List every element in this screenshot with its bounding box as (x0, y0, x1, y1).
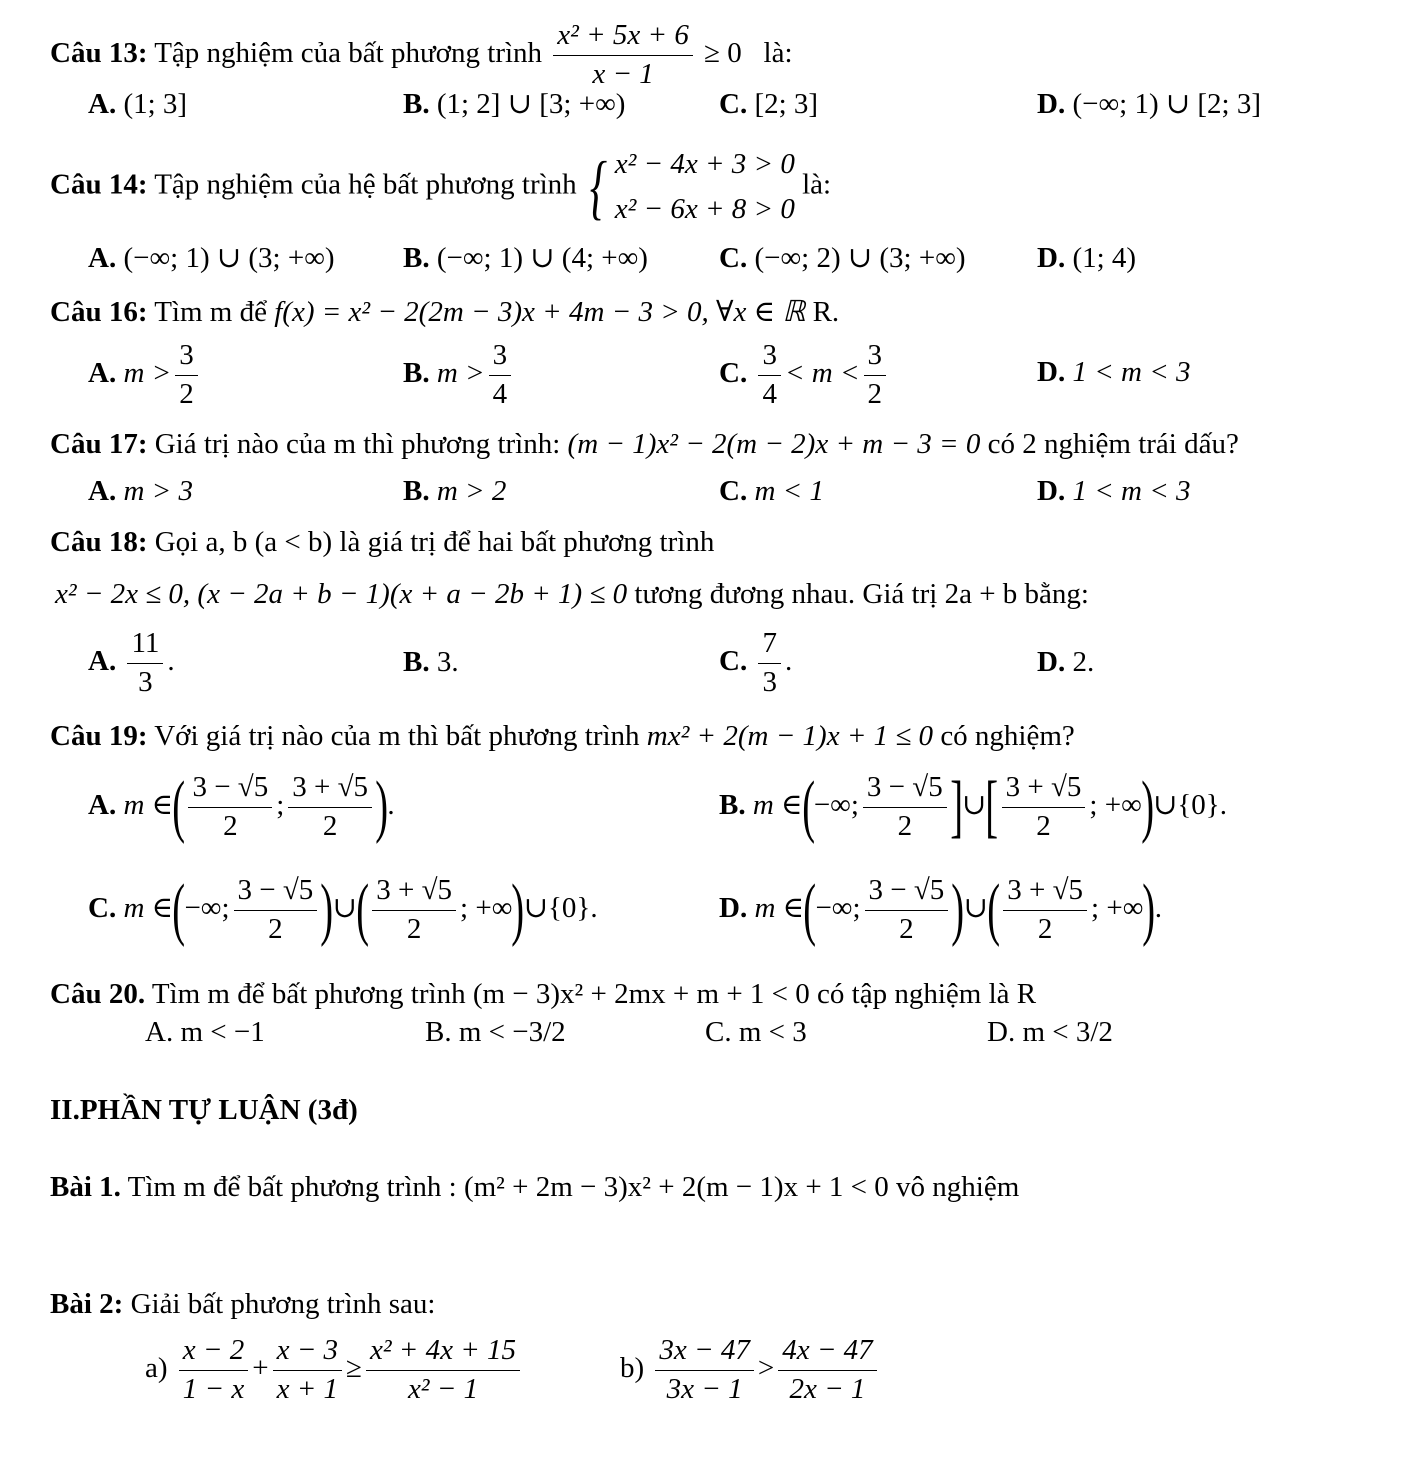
option-b[interactable]: B. (1; 2] ∪ [3; +∞) (403, 88, 626, 120)
inequality-system: { x² − 4x + 3 > 0 x² − 6x + 8 > 0 (589, 146, 795, 227)
option-a[interactable]: A. m ∈( $\frac{3 - √5}{2}$ ; $\frac{3 + √5}{2}$ ). (88, 768, 395, 846)
question-text: Gọi a, b (a < b) là giá trị để hai bất phương trình (154, 526, 715, 558)
option-d[interactable]: D. m ∈(−∞; $\frac{3 - √5}{2}$ )∪( $\frac{3 + √5}{2}$ ; +∞). (719, 871, 1162, 949)
option-b[interactable]: B. 3. (403, 646, 459, 678)
option-b[interactable]: B. m > 2 (403, 475, 507, 507)
exercise-text: Giải bất phương trình sau: (130, 1288, 436, 1320)
question-end: là: (763, 37, 793, 70)
option-a[interactable]: A. m < −1 (145, 1016, 265, 1048)
question-end: có 2 nghiệm trái dấu? (987, 428, 1239, 460)
exercise-text: Tìm m để bất phương trình : (m² + 2m − 3)x² + 2(m − 1)x + 1 < 0 vô nghiệm (127, 1171, 1020, 1203)
relation: ≥ 0 (704, 37, 742, 70)
option-b[interactable]: B. m > $\frac{3}{4}$ (403, 340, 515, 411)
question-end: là: (802, 168, 832, 201)
question-text: Tập nghiệm của hệ bất phương trình (154, 168, 577, 201)
question-label: Câu 14: (50, 168, 148, 201)
option-a[interactable]: A. (−∞; 1) ∪ (3; +∞) (88, 242, 335, 274)
question-text: Tìm m để bất phương trình (m − 3)x² + 2mx + m + 1 < 0 có tập nghiệm là R (151, 978, 1037, 1010)
exercise-1 (50, 1173, 1019, 1202)
option-a[interactable]: A. (1; 3] (88, 88, 188, 120)
question-label: Câu 17: (50, 428, 148, 460)
section-heading: II.PHẦN TỰ LUẬN (3đ) (50, 1094, 358, 1126)
option-c[interactable]: C. m < 1 (719, 475, 824, 507)
question-16 (50, 298, 839, 327)
option-c[interactable]: C. m < 3 (705, 1016, 807, 1048)
option-a[interactable]: A. m > $\frac{3}{2}$ (88, 340, 202, 411)
expression: (m − 1)x² − 2(m − 2)x + m − 3 = 0 (567, 428, 981, 460)
question-14 (50, 142, 831, 232)
option-d[interactable]: D. (−∞; 1) ∪ [2; 3] (1037, 88, 1262, 120)
question-label: Câu 20. (50, 978, 146, 1010)
question-end: tương đương nhau. Giá trị 2a + b bằng: (634, 578, 1089, 610)
question-18 (50, 528, 714, 557)
question-17 (50, 430, 1239, 459)
option-d[interactable]: D. (1; 4) (1037, 242, 1137, 274)
option-c[interactable]: C. [2; 3] (719, 88, 819, 120)
exercise-2a: a) $\frac{x - 2}{1 - x}$ + $\frac{x - 3}{x + 1}$ ≥ $\frac{\text{x² + 4x + 15}}{\text{x² − 1}}$ (145, 1335, 524, 1406)
question-text: Với giá trị nào của m thì bất phương trình (154, 720, 640, 752)
option-b[interactable]: B. (−∞; 1) ∪ (4; +∞) (403, 242, 648, 274)
exercise-2 (50, 1290, 435, 1319)
exercise-label: Bài 1. (50, 1171, 121, 1203)
question-label: Câu 13: (50, 37, 148, 70)
exercise-2b: b) $\frac{3x - 47}{3x - 1}$ > $\frac{4x - 47}{2x - 1}$ (620, 1335, 881, 1406)
option-c[interactable]: C. m ∈(−∞; $\frac{3 - √5}{2}$ )∪( $\frac{3 + √5}{2}$ ; +∞)∪{0}. (88, 871, 598, 949)
option-a[interactable]: A. $\frac{11}{3}$ . (88, 627, 175, 698)
option-a[interactable]: A. m > 3 (88, 475, 193, 507)
fraction: $\frac{\text{x² + 5x + 6}}{x - 1}$ (553, 20, 693, 91)
question-20 (50, 980, 1036, 1009)
option-b[interactable]: B. m < −3/2 (425, 1016, 566, 1048)
expression: x² − 2x ≤ 0, (x − 2a + b − 1)(x + a − 2b + 1) ≤ 0 (55, 578, 628, 610)
option-b[interactable]: B. m ∈(−∞; $\frac{3 - √5}{2}$ ]∪[ $\frac{3 + √5}{2}$ ; +∞)∪{0}. (719, 768, 1227, 846)
question-13 (50, 20, 793, 91)
expression: f(x) = x² − 2(2m − 3)x + 4m − 3 > 0, ∀x ∈ ℝ (274, 296, 806, 328)
question-text: Giá trị nào của m thì phương trình: (154, 428, 561, 460)
expression: mx² + 2(m − 1)x + 1 ≤ 0 (646, 720, 934, 752)
question-end: có nghiệm? (940, 720, 1075, 752)
question-end: R. (812, 296, 840, 328)
exercise-label: Bài 2: (50, 1288, 124, 1320)
question-label: Câu 18: (50, 526, 148, 558)
question-label: Câu 19: (50, 720, 148, 752)
question-label: Câu 16: (50, 296, 148, 328)
question-text: Tập nghiệm của bất phương trình (154, 37, 543, 70)
option-d[interactable]: D. m < 3/2 (987, 1016, 1113, 1048)
option-c[interactable]: C. $\frac{7}{3}$ . (719, 627, 793, 698)
option-d[interactable]: D. 2. (1037, 646, 1095, 678)
question-18-line2 (55, 580, 1089, 609)
question-19 (50, 722, 1075, 751)
question-text: Tìm m để (154, 296, 267, 328)
option-c[interactable]: C. $\frac{3}{4}$ < m < $\frac{3}{2}$ (719, 340, 890, 411)
option-d[interactable]: D. 1 < m < 3 (1037, 356, 1191, 388)
option-d[interactable]: D. 1 < m < 3 (1037, 475, 1191, 507)
option-c[interactable]: C. (−∞; 2) ∪ (3; +∞) (719, 242, 966, 274)
